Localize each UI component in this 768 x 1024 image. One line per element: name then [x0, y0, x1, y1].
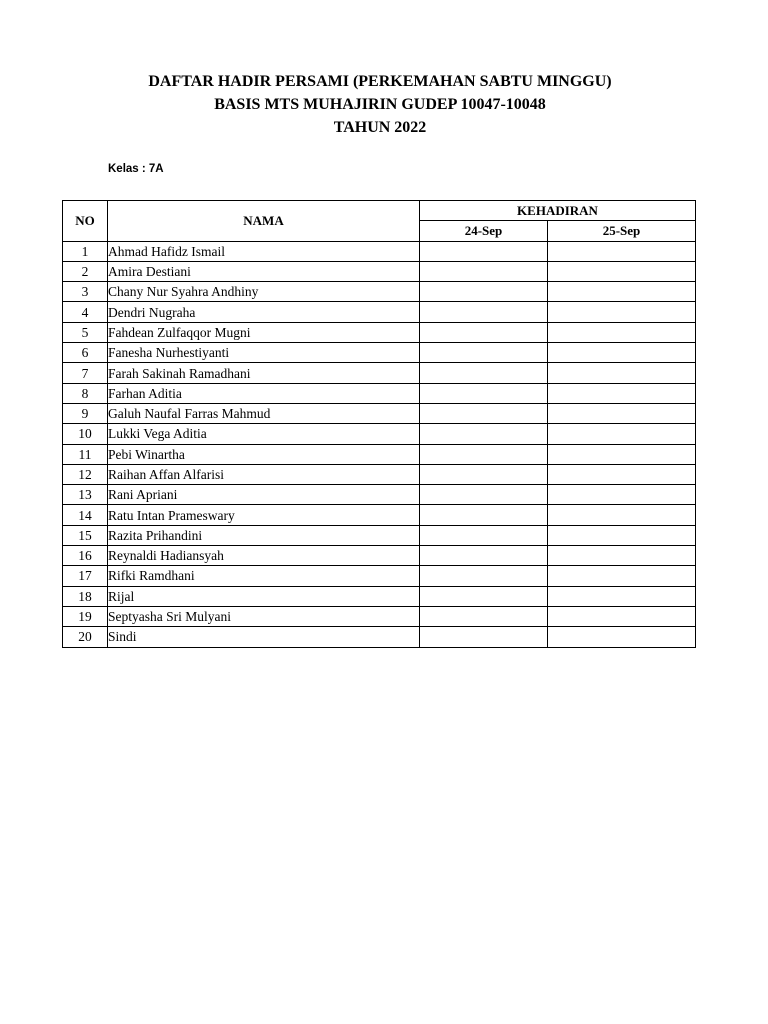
table-row — [63, 627, 696, 647]
attendance-cell-day-1[interactable] — [420, 485, 548, 505]
attendance-cell-day-1[interactable] — [420, 586, 548, 606]
attendance-cell-day-1[interactable] — [420, 546, 548, 566]
student-name: Rani Apriani — [108, 485, 420, 505]
attendance-cell-day-1[interactable] — [420, 464, 548, 484]
row-number: 6 — [63, 343, 108, 363]
attendance-cell-day-2[interactable] — [548, 241, 696, 261]
attendance-cell-day-2[interactable] — [548, 302, 696, 322]
student-name: Chany Nur Syahra Andhiny — [108, 282, 420, 302]
attendance-cell-day-1[interactable] — [420, 261, 548, 281]
attendance-cell-day-2[interactable] — [548, 403, 696, 423]
attendance-cell-day-2[interactable] — [548, 444, 696, 464]
header-kehadiran: KEHADIRAN — [420, 201, 696, 221]
student-name: Rifki Ramdhani — [108, 566, 420, 586]
table-row — [63, 282, 696, 302]
attendance-cell-day-2[interactable] — [548, 343, 696, 363]
row-number: 3 — [63, 282, 108, 302]
attendance-cell-day-2[interactable] — [548, 282, 696, 302]
header-no: NO — [63, 201, 108, 242]
student-name: Fanesha Nurhestiyanti — [108, 343, 420, 363]
attendance-cell-day-2[interactable] — [548, 485, 696, 505]
student-name: Reynaldi Hadiansyah — [108, 546, 420, 566]
class-label: Kelas : 7A — [108, 163, 164, 175]
attendance-cell-day-1[interactable] — [420, 241, 548, 261]
table-row — [63, 464, 696, 484]
attendance-cell-day-2[interactable] — [548, 546, 696, 566]
attendance-cell-day-1[interactable] — [420, 343, 548, 363]
row-number: 8 — [63, 383, 108, 403]
student-name: Farah Sakinah Ramadhani — [108, 363, 420, 383]
table-row — [63, 383, 696, 403]
table-body — [63, 241, 696, 647]
student-name: Amira Destiani — [108, 261, 420, 281]
row-number: 17 — [63, 566, 108, 586]
attendance-cell-day-1[interactable] — [420, 403, 548, 423]
attendance-cell-day-2[interactable] — [548, 464, 696, 484]
attendance-cell-day-2[interactable] — [548, 261, 696, 281]
student-name: Ahmad Hafidz Ismail — [108, 241, 420, 261]
attendance-cell-day-1[interactable] — [420, 444, 548, 464]
row-number: 20 — [63, 627, 108, 647]
title-line-3: TAHUN 2022 — [333, 119, 427, 136]
row-number: 2 — [63, 261, 108, 281]
title-line-1: DAFTAR HADIR PERSAMI (PERKEMAHAN SABTU MINGGU) — [148, 73, 612, 90]
attendance-table — [62, 200, 696, 648]
row-number: 10 — [63, 424, 108, 444]
student-name: Pebi Winartha — [108, 444, 420, 464]
table-row — [63, 546, 696, 566]
attendance-cell-day-2[interactable] — [548, 505, 696, 525]
attendance-cell-day-2[interactable] — [548, 363, 696, 383]
row-number: 7 — [63, 363, 108, 383]
table-row — [63, 606, 696, 626]
attendance-cell-day-1[interactable] — [420, 282, 548, 302]
student-name: Lukki Vega Aditia — [108, 424, 420, 444]
row-number: 18 — [63, 586, 108, 606]
row-number: 5 — [63, 322, 108, 342]
title-line-2: BASIS MTS MUHAJIRIN GUDEP 10047-10048 — [214, 96, 546, 113]
table-row — [63, 343, 696, 363]
attendance-cell-day-1[interactable] — [420, 383, 548, 403]
row-number: 16 — [63, 546, 108, 566]
row-number: 9 — [63, 403, 108, 423]
row-number: 11 — [63, 444, 108, 464]
table-row — [63, 566, 696, 586]
table-row — [63, 261, 696, 281]
table-row — [63, 525, 696, 545]
student-name: Septyasha Sri Mulyani — [108, 606, 420, 626]
attendance-cell-day-1[interactable] — [420, 606, 548, 626]
attendance-cell-day-1[interactable] — [420, 505, 548, 525]
attendance-cell-day-2[interactable] — [548, 424, 696, 444]
attendance-cell-day-2[interactable] — [548, 606, 696, 626]
table-row — [63, 322, 696, 342]
student-name: Galuh Naufal Farras Mahmud — [108, 403, 420, 423]
attendance-cell-day-2[interactable] — [548, 383, 696, 403]
header-date-1: 24-Sep — [420, 221, 548, 241]
document-title — [0, 70, 760, 139]
student-name: Ratu Intan Prameswary — [108, 505, 420, 525]
row-number: 4 — [63, 302, 108, 322]
student-name: Raihan Affan Alfarisi — [108, 464, 420, 484]
row-number: 13 — [63, 485, 108, 505]
attendance-cell-day-1[interactable] — [420, 322, 548, 342]
attendance-cell-day-1[interactable] — [420, 424, 548, 444]
student-name: Fahdean Zulfaqqor Mugni — [108, 322, 420, 342]
row-number: 1 — [63, 241, 108, 261]
attendance-cell-day-1[interactable] — [420, 525, 548, 545]
student-name: Rijal — [108, 586, 420, 606]
student-name: Dendri Nugraha — [108, 302, 420, 322]
row-number: 15 — [63, 525, 108, 545]
table-row — [63, 424, 696, 444]
attendance-cell-day-1[interactable] — [420, 627, 548, 647]
student-name: Sindi — [108, 627, 420, 647]
table-row — [63, 485, 696, 505]
header-nama: NAMA — [108, 201, 420, 242]
attendance-cell-day-1[interactable] — [420, 566, 548, 586]
table-row — [63, 241, 696, 261]
table-row — [63, 403, 696, 423]
attendance-cell-day-2[interactable] — [548, 627, 696, 647]
student-name: Razita Prihandini — [108, 525, 420, 545]
table-row — [63, 302, 696, 322]
attendance-cell-day-1[interactable] — [420, 363, 548, 383]
attendance-cell-day-1[interactable] — [420, 302, 548, 322]
attendance-cell-day-2[interactable] — [548, 322, 696, 342]
table-row — [63, 363, 696, 383]
table-row — [63, 444, 696, 464]
attendance-cell-day-2[interactable] — [548, 586, 696, 606]
row-number: 19 — [63, 606, 108, 626]
row-number: 12 — [63, 464, 108, 484]
attendance-cell-day-2[interactable] — [548, 566, 696, 586]
row-number: 14 — [63, 505, 108, 525]
student-name: Farhan Aditia — [108, 383, 420, 403]
table-row — [63, 586, 696, 606]
attendance-cell-day-2[interactable] — [548, 525, 696, 545]
table-row — [63, 505, 696, 525]
header-date-2: 25-Sep — [548, 221, 696, 241]
